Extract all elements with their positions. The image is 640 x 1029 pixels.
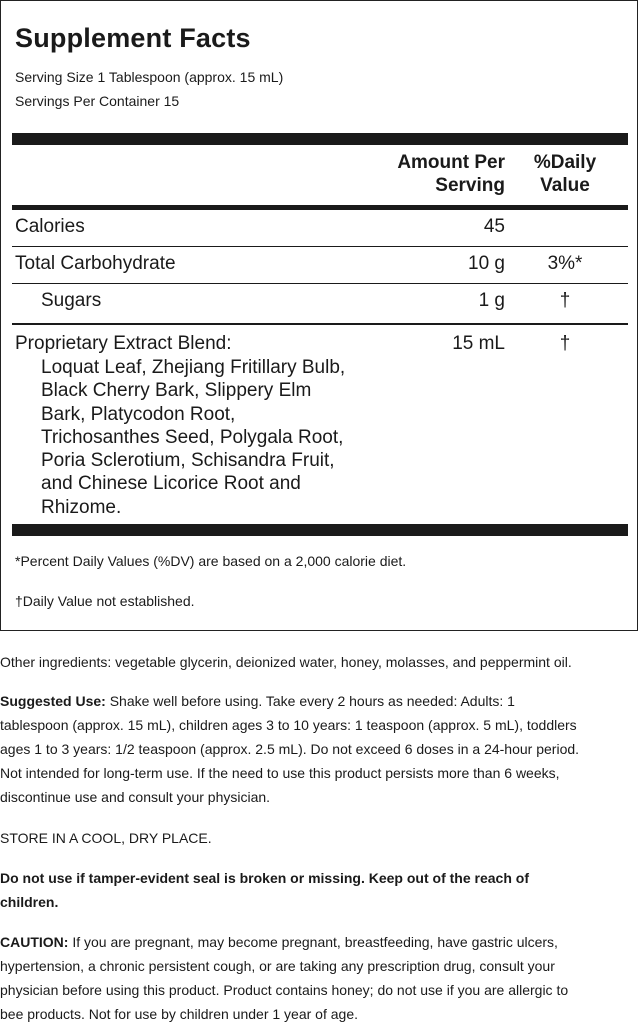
- row-divider: [12, 246, 628, 247]
- servings-per-container: Servings Per Container 15: [15, 93, 180, 109]
- blend-label: Proprietary Extract Blend:: [15, 333, 232, 354]
- carbohydrate-label: Total Carbohydrate: [15, 253, 176, 274]
- daily-value-header: %Daily Value: [533, 152, 597, 196]
- tamper-warning: Do not use if tamper-evident seal is broken or missing. Keep out of the reach of children.: [0, 870, 529, 910]
- other-ingredients: Other ingredients: vegetable glycerin, deionized water, honey, molasses, and peppermint oil.: [0, 654, 572, 670]
- amount-per-serving-header: Amount Per Serving: [397, 152, 505, 196]
- row-divider: [12, 283, 628, 284]
- blend-ingredients: Loquat Leaf, Zhejiang Fritillary Bulb, Black Cherry Bark, Slippery Elm Bark, Platycodon Root, Trichosanthes Seed, Polygala Root, Poria Sclerotium, Schisandra Fruit, and Chinese Licorice Root and Rhizome.: [41, 357, 346, 518]
- carbohydrate-amount: 10 g: [468, 253, 505, 274]
- serving-size: Serving Size 1 Tablespoon (approx. 15 mL): [15, 69, 284, 85]
- thick-divider: [12, 524, 628, 536]
- panel-title: Supplement Facts: [15, 23, 251, 53]
- suggested-use: Suggested Use: Shake well before using. Take every 2 hours as needed: Adults: 1 tablespoon (approx. 15 mL), children ages 3 to 10 years: 1 teaspoon (approx. 5 mL), toddlers ages 1 to 3 years: 1/2 teaspoon (approx. 2.5 mL). Do not exceed 6 doses in a 24-hour period. Not intended for long-term use. If the need to use this product persists more than 6 weeks, discontinue use and consult your physician.: [0, 693, 580, 805]
- sugars-dv: †: [559, 290, 571, 311]
- calories-label: Calories: [15, 216, 85, 237]
- section-divider: [12, 323, 628, 325]
- dagger-footnote: †Daily Value not established.: [15, 593, 195, 609]
- thick-divider: [12, 133, 628, 145]
- header-divider: [12, 205, 628, 210]
- storage-instructions: STORE IN A COOL, DRY PLACE.: [0, 830, 212, 846]
- carbohydrate-dv: 3%*: [547, 253, 583, 274]
- caution-label: CAUTION:: [0, 934, 69, 950]
- suggested-use-label: Suggested Use:: [0, 693, 106, 709]
- sugars-amount: 1 g: [478, 290, 505, 311]
- calories-amount: 45: [483, 216, 505, 237]
- blend-dv: †: [559, 333, 571, 354]
- caution: CAUTION: If you are pregnant, may become pregnant, breastfeeding, have gastric ulcers, hypertension, a chronic persistent cough, or are taking any prescription drug, consult your physician before using this product. Product contains honey; do not use if you are allergic to bee products. Not for use by children under 1 year of age.: [0, 934, 569, 1022]
- sugars-label: Sugars: [41, 290, 102, 311]
- blend-amount: 15 mL: [452, 333, 505, 354]
- daily-value-footnote: *Percent Daily Values (%DV) are based on a 2,000 calorie diet.: [15, 553, 407, 569]
